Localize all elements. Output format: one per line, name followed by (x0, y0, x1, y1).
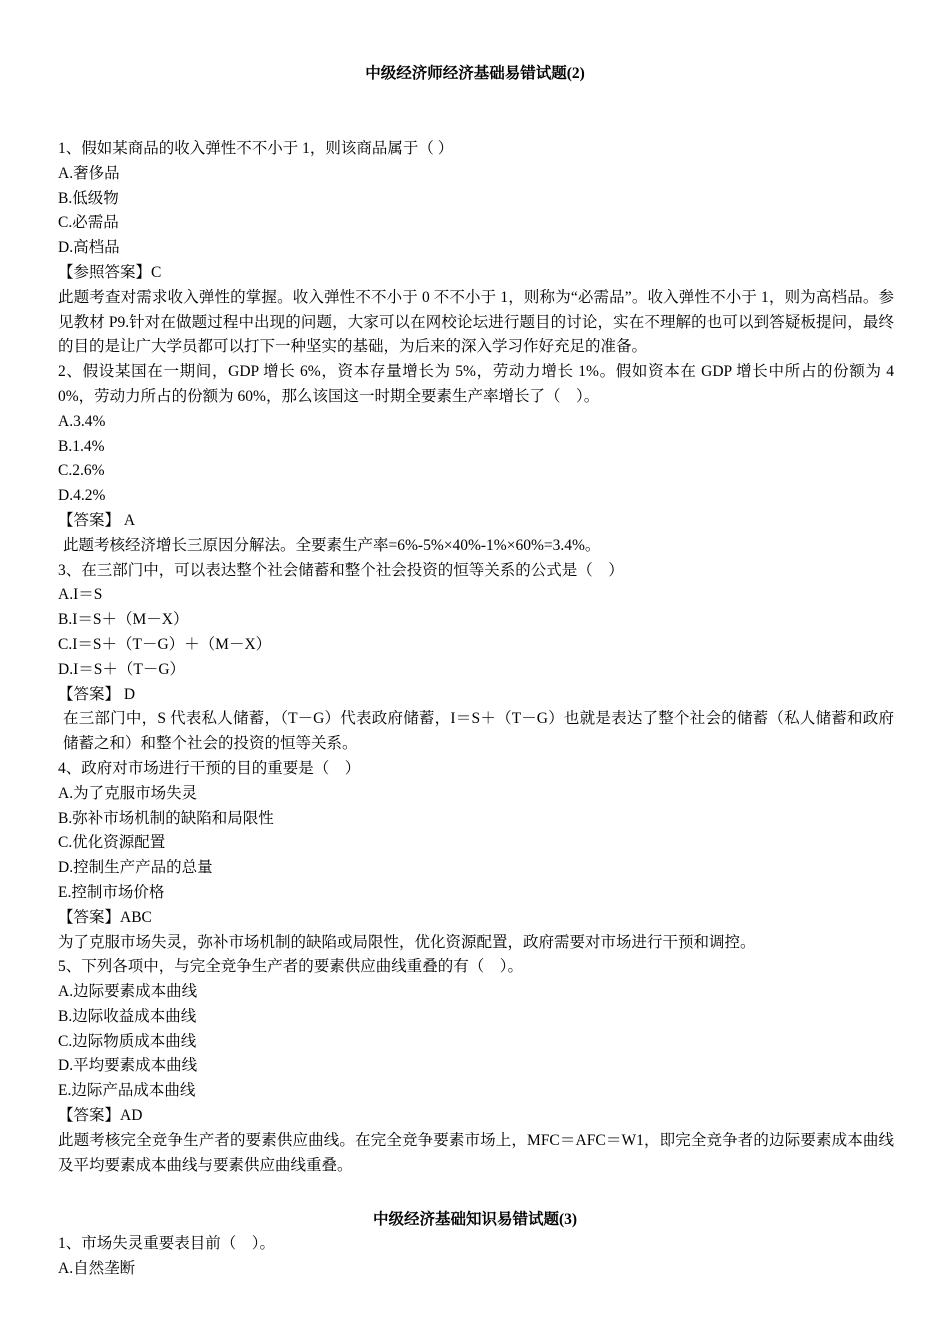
explanation: 为了克服市场失灵，弥补市场机制的缺陷或局限性，优化资源配置，政府需要对市场进行干预和调控。 (58, 933, 756, 951)
option: A.I＝S (58, 586, 103, 604)
option: D.高档品 (58, 239, 120, 257)
answer: 【答案】ABC (58, 908, 152, 926)
option: A.自然垄断 (58, 1259, 136, 1277)
option: C.优化资源配置 (58, 834, 166, 852)
question-list (58, 1232, 894, 1282)
question-1 (58, 137, 894, 360)
option: D.I＝S＋（T－G） (58, 660, 186, 678)
question-3 (58, 559, 894, 757)
option: D.4.2% (58, 487, 106, 505)
question-text: 5、下列各项中，与完全竞争生产者的要素供应曲线重叠的有（ ）。 (58, 958, 524, 976)
option: C.2.6% (58, 462, 105, 480)
option: B.边际收益成本曲线 (58, 1007, 197, 1025)
explanation: 此题考核完全竞争生产者的要素供应曲线。在完全竞争要素市场上，MFC＝AFC＝W1，即完全竞争者的边际要素成本曲线及平均要素成本曲线与要素供应曲线重叠。 (58, 1131, 894, 1174)
option: A.边际要素成本曲线 (58, 983, 198, 1001)
question-2 (58, 360, 894, 558)
answer: 【答案】AD (58, 1107, 143, 1125)
section-title: 中级经济基础知识易错试题(3) (372, 1211, 578, 1228)
question-text: 2、假设某国在一期间，GDP 增长 6%，资本存量增长为 5%，劳动力增长 1%。假如资本在 GDP 增长中所占的份额为 40%，劳动力所占的份额为 60%，那么该国这一时期全要素生产率增长了（ ）。 (58, 363, 894, 405)
option: A.为了克服市场失灵 (58, 784, 198, 802)
question-1 (58, 1232, 894, 1282)
option: E.边际产品成本曲线 (58, 1082, 196, 1100)
option: D.平均要素成本曲线 (58, 1057, 198, 1075)
explanation: 此题考查对需求收入弹性的掌握。收入弹性不不小于 0 不不小于 1，则称为“必需品”。收入弹性不小于 1，则为高档品。参见教材 P9.针对在做题过程中出现的问题，大家可以在网校论坛进行题目的讨论，实在不理解的也可以到答疑板提问，最终的目的是让广大学员都可以打下一种坚实的基础，为后来的深入学习作好充足的准备。 (58, 288, 894, 356)
answer: 【答案】 D (58, 685, 136, 703)
section-title: 中级经济师经济基础易错试题(2) (365, 65, 585, 82)
option: E.控制市场价格 (58, 883, 165, 901)
answer: 【参照答案】C (58, 263, 162, 281)
question-text: 1、市场失灵重要表目前（ ）。 (58, 1235, 276, 1252)
option: B.弥补市场机制的缺陷和局限性 (58, 809, 274, 827)
option: C.I＝S＋（T－G）＋（M－X） (58, 635, 272, 653)
option: A.奢侈品 (58, 164, 120, 182)
option: B.低级物 (58, 189, 119, 207)
option: C.边际物质成本曲线 (58, 1032, 197, 1050)
question-4 (58, 757, 894, 955)
option: B.1.4% (58, 437, 105, 455)
question-text: 3、在三部门中，可以表达整个社会储蓄和整个社会投资的恒等关系的公式是（ ） (58, 561, 624, 579)
option: A.3.4% (58, 412, 106, 430)
explanation: 此题考核经济增长三原因分解法。全要素生产率=6%-5%×40%-1%×60%=3.4%。 (63, 536, 601, 554)
answer: 【答案】 A (58, 511, 136, 529)
question-text: 4、政府对市场进行干预的目的重要是（ ） (58, 759, 361, 777)
option: C.必需品 (58, 214, 119, 232)
explanation: 在三部门中，S 代表私人储蓄，（T－G）代表政府储蓄，I＝S＋（T－G）也就是表达了整个社会的储蓄（私人储蓄和政府储蓄之和）和整个社会的投资的恒等关系。 (63, 710, 894, 753)
question-text: 1、假如某商品的收入弹性不不小于 1，则该商品属于（ ） (58, 140, 454, 157)
option: B.I＝S＋（M－X） (58, 611, 189, 629)
option: D.控制生产产品的总量 (58, 859, 213, 877)
question-5 (58, 955, 894, 1178)
question-list (58, 137, 894, 1178)
